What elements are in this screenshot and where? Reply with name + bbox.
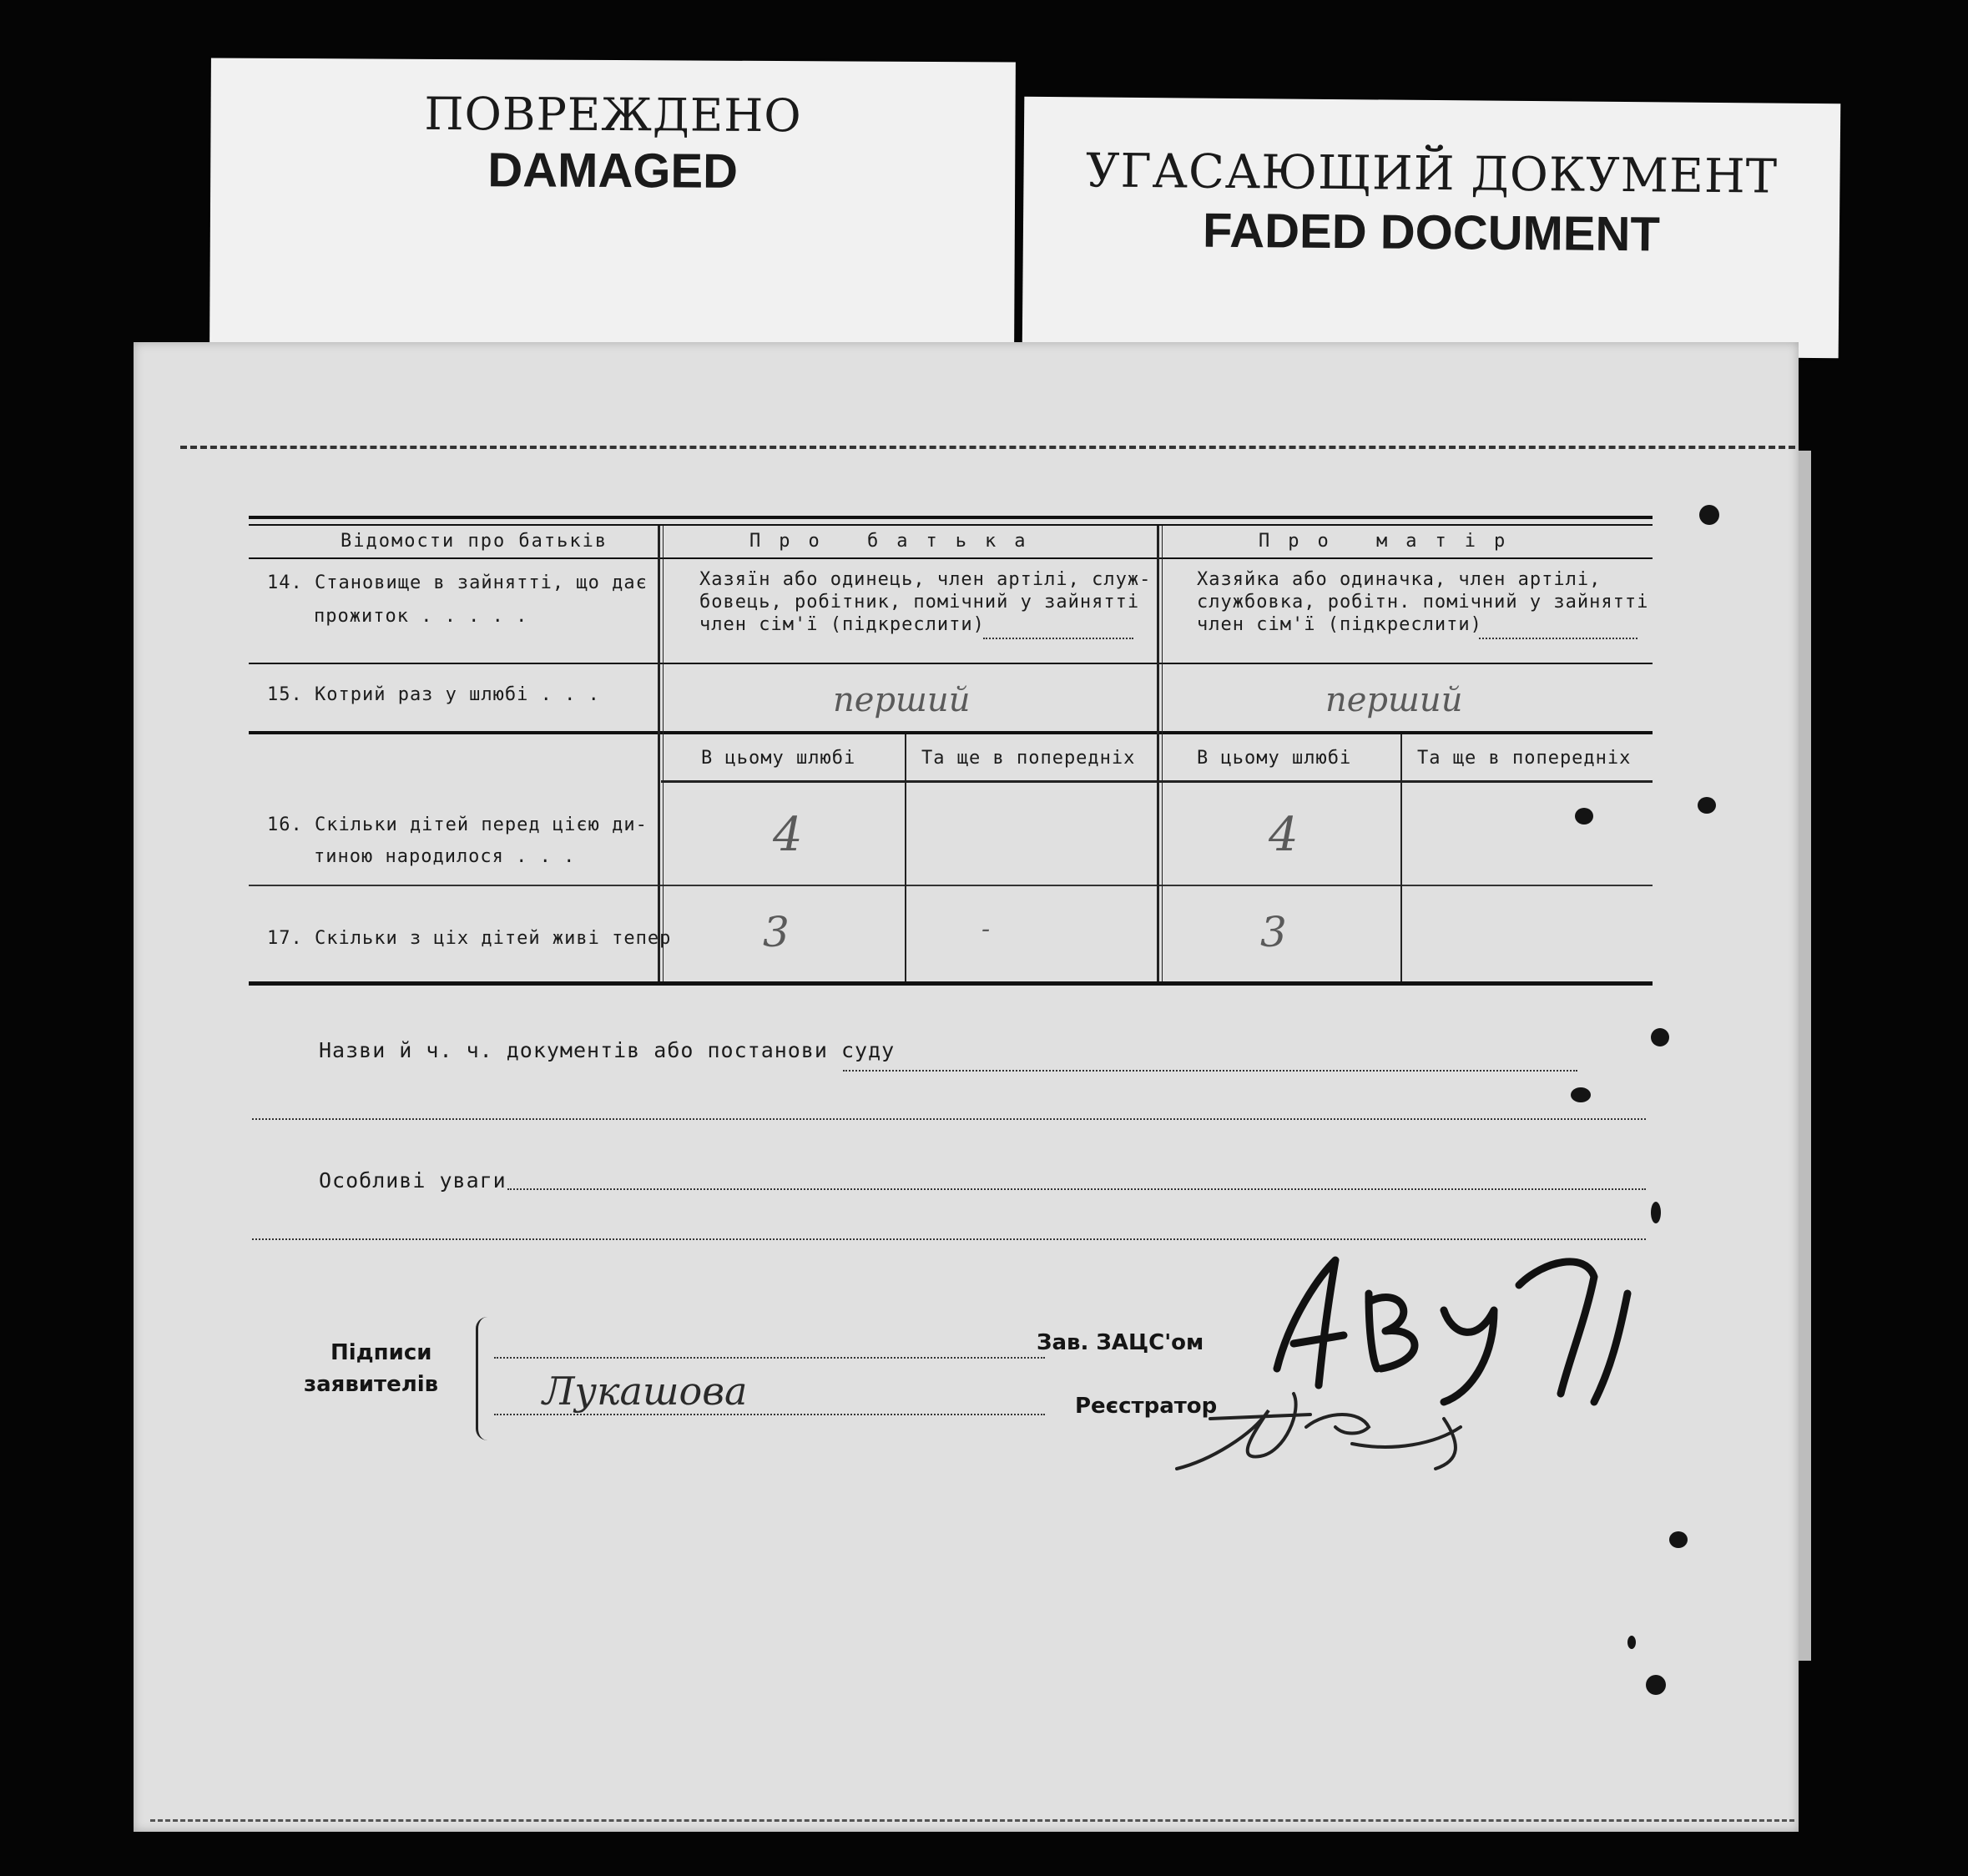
header-parents-info: Відомости про батьків [341,531,608,552]
row16-label-2: тиною народилося . . . [314,846,576,867]
applicant-signature-line-2 [494,1414,1045,1415]
signature-brace [476,1317,493,1440]
table-top-rule [249,516,1653,519]
damaged-label-card [209,58,1016,354]
registrar-signature [1160,1377,1544,1494]
row16-label-1: 16. Скільки дітей перед цією ди- [267,814,648,835]
row15-father-handwritten: перший [833,681,971,719]
applicants-signatures-label-1: Підписи [331,1340,432,1365]
subheader-mother-previous: Та ще в попередніх [1417,748,1632,769]
column-divider-3 [905,734,906,981]
faded-label-ru: УГАСАЮЩИЙ ДОКУМЕНТ [1085,144,1779,204]
notes-label: Особливі уваги [319,1168,507,1193]
row16-father-handwritten: 4 [773,808,803,862]
row14-label-2: прожиток . . . . . [314,606,528,627]
faded-document-card [1022,97,1841,359]
row14-mother-1: Хазяйка або одиначка, член артілі, [1197,569,1602,590]
column-divider-1 [658,526,660,981]
subheader-mother-current: В цьому шлюбі [1197,748,1352,769]
damaged-label-ru: ПОВРЕЖДЕНО [424,87,802,143]
row14-label-1: 14. Становище в зайнятті, що дає [267,572,648,593]
row17-label: 17. Скільки з ціх дітей живі тепер [267,928,672,949]
applicant-signature-line-1 [494,1357,1045,1359]
row17-father-handwritten: 3 [763,908,790,956]
binding-hole [1698,797,1716,814]
document-sheet [134,342,1799,1832]
binding-hole [1651,1202,1661,1223]
header-rule [249,557,1653,559]
row14-father-1: Хазяїн або одинець, член артілі, служ- [699,569,1152,590]
documents-dotline-2 [252,1118,1646,1120]
row15-label: 15. Котрий раз у шлюбі . . . [267,684,600,705]
perforation-bottom [150,1819,1794,1822]
row16-rule [249,885,1653,886]
zags-head-label: Зав. ЗАЦС'ом [1037,1330,1204,1355]
notes-dotline-1 [507,1188,1646,1190]
subheader-father-current: В цьому шлюбі [701,748,856,769]
documents-dotline-1 [843,1070,1577,1072]
row14-mother-2: службовка, робітн. помічний у зайнятті [1197,592,1649,613]
faded-label-en: FADED DOCUMENT [1202,203,1661,262]
row16-mother-handwritten: 4 [1269,808,1299,862]
perforation-top [180,446,1795,449]
binding-hole [1575,808,1593,825]
binding-hole [1669,1531,1688,1548]
binding-hole [1651,1028,1669,1046]
row17-father-previous-dash: - [981,915,991,944]
row14-father-3: член сім'ї (підкреслити) [699,614,985,635]
row14-mother-dotline [1479,638,1637,639]
row15-mother-handwritten: перший [1325,681,1463,719]
applicant-signature: Лукашова [542,1369,748,1414]
binding-hole [1571,1087,1591,1102]
row14-father-dotline [983,638,1133,639]
binding-hole [1699,505,1719,525]
row17-mother-handwritten: 3 [1260,908,1287,956]
header-father: Про батька [749,531,1044,552]
row14-rule [249,663,1653,664]
damaged-label-en: DAMAGED [487,143,739,199]
subheader-father-previous: Та ще в попередніх [921,748,1136,769]
header-mother: Про матір [1259,531,1524,552]
column-divider-2 [1157,526,1159,981]
documents-label: Назви й ч. ч. документів або постанови суду [319,1038,896,1062]
row15-rule [249,731,1653,734]
column-divider-2b [1162,526,1163,981]
row14-mother-3: член сім'ї (підкреслити) [1197,614,1482,635]
notes-dotline-2 [252,1238,1646,1240]
row14-father-2: бовець, робітник, помічний у зайнятті [699,592,1140,613]
table-bottom-rule [249,981,1653,986]
applicants-signatures-label-2: заявителів [304,1372,439,1397]
binding-hole [1646,1675,1666,1695]
binding-hole [1627,1636,1636,1649]
column-divider-4 [1400,734,1402,981]
registrar-label: Реєстратор [1075,1394,1218,1419]
column-divider-1b [663,526,664,981]
